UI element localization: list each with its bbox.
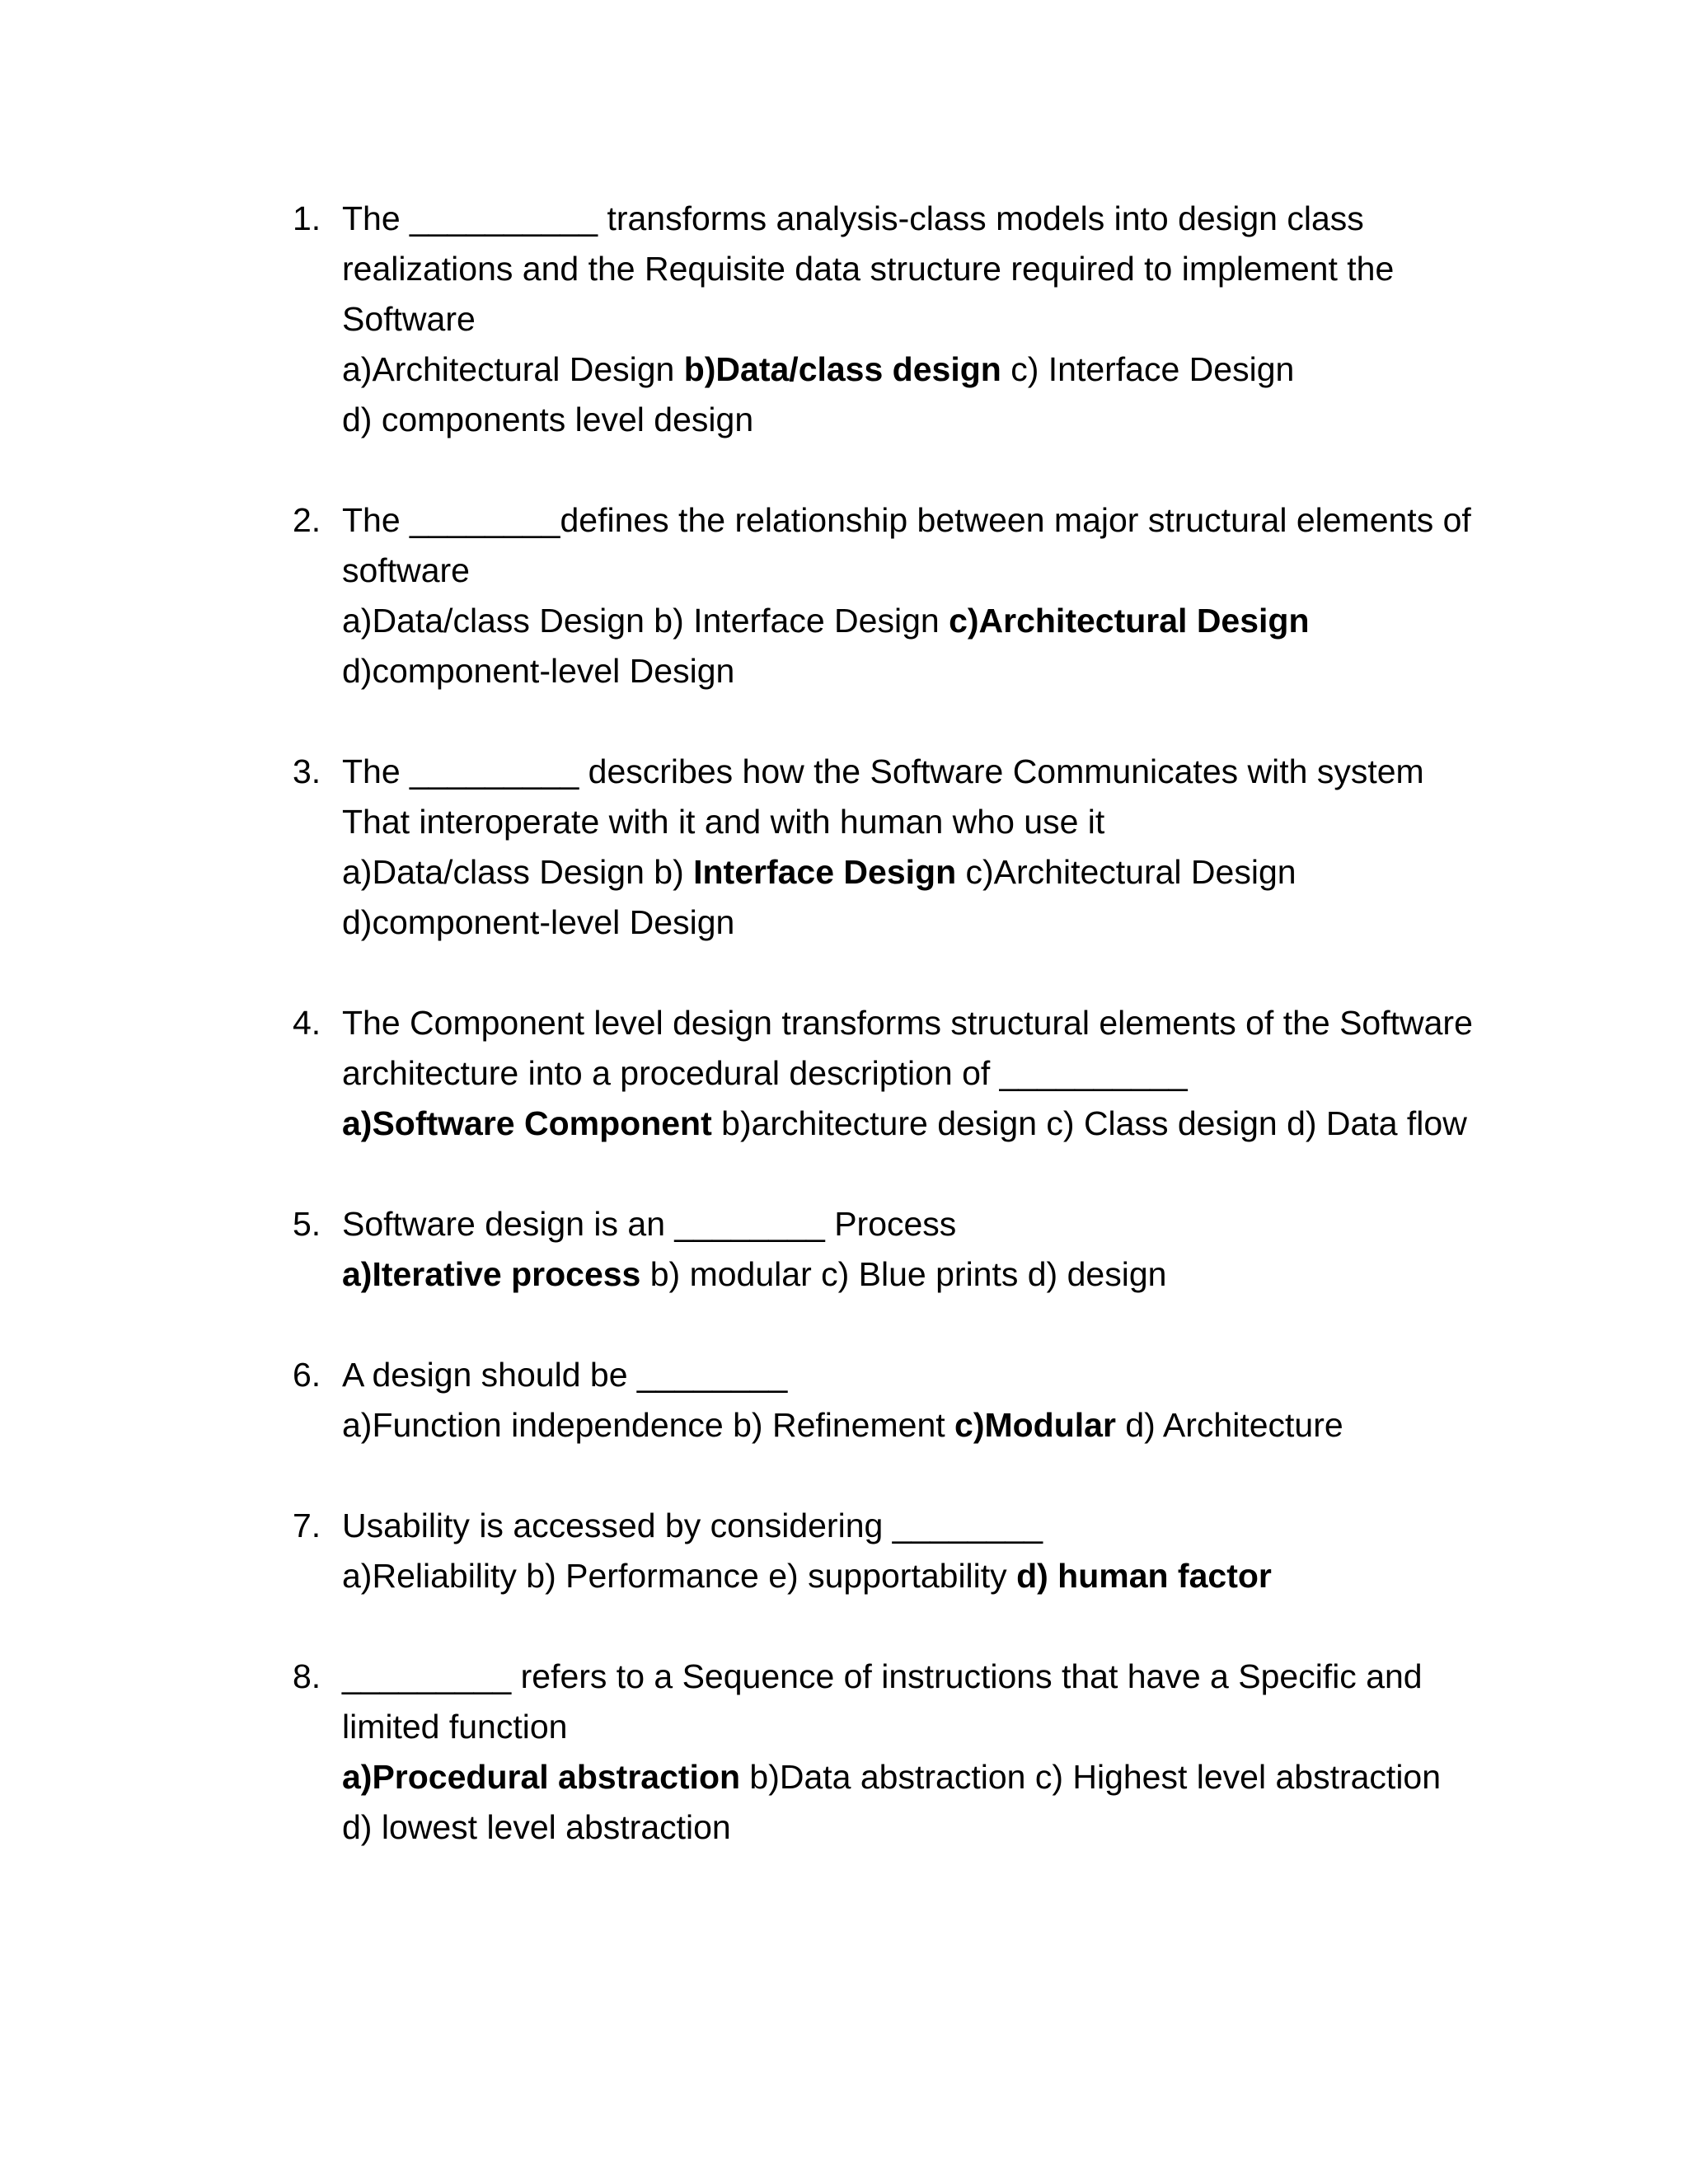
answer-option-text: b) modular c) Blue prints d) design xyxy=(640,1255,1167,1293)
question-number: 5. xyxy=(293,1205,321,1243)
correct-answer: Interface Design xyxy=(693,853,957,891)
answer-options xyxy=(342,847,1479,898)
answer-options xyxy=(342,1752,1479,1802)
answer-option-text: a)Architectural Design xyxy=(342,350,684,388)
correct-answer: a)Iterative process xyxy=(342,1255,641,1293)
question-list xyxy=(293,194,1479,1853)
question-item xyxy=(293,747,1479,948)
answer-option-text: d)component-level Design xyxy=(342,903,735,941)
answer-options xyxy=(342,596,1479,646)
question-item xyxy=(293,1350,1479,1451)
correct-answer: a)Procedural abstraction xyxy=(342,1758,741,1796)
question-stem: Software design is an ________ Process xyxy=(342,1205,957,1243)
question-item xyxy=(293,998,1479,1149)
answer-option-text: d) components level design xyxy=(342,401,754,438)
question-item xyxy=(293,194,1479,445)
answer-options xyxy=(342,1400,1479,1451)
correct-answer: c)Modular xyxy=(954,1406,1116,1444)
answer-options xyxy=(342,1802,1479,1853)
question-stem: The ________defines the relationship between major structural elements of software xyxy=(342,501,1471,589)
answer-option-text: d) Architecture xyxy=(1115,1406,1343,1444)
question-number: 2. xyxy=(293,501,321,539)
answer-option-text: a)Data/class Design b) xyxy=(342,853,694,891)
answer-option-text: a)Function independence b) Refinement xyxy=(342,1406,955,1444)
answer-option-text: b)Data abstraction c) Highest level abstraction xyxy=(740,1758,1442,1796)
question-stem: A design should be ________ xyxy=(342,1356,788,1394)
question-stem: The _________ describes how the Software Communicates with system That interoperate with it and with human who use it xyxy=(342,752,1424,841)
correct-answer: a)Software Component xyxy=(342,1104,712,1142)
question-stem: Usability is accessed by considering ________ xyxy=(342,1507,1043,1544)
correct-answer: d) human factor xyxy=(1016,1557,1272,1595)
answer-options xyxy=(342,1099,1479,1149)
question-number: 4. xyxy=(293,1004,321,1042)
question-item xyxy=(293,1652,1479,1853)
correct-answer: c)Architectural Design xyxy=(949,602,1310,640)
answer-options xyxy=(342,898,1479,948)
answer-option-text: d)component-level Design xyxy=(342,652,735,690)
answer-options xyxy=(342,1249,1479,1300)
question-number: 3. xyxy=(293,752,321,790)
answer-option-text: d) lowest level abstraction xyxy=(342,1808,731,1846)
answer-option-text: b)architecture design c) Class design d) Data flow xyxy=(711,1104,1467,1142)
answer-option-text: c) Interface Design xyxy=(1001,350,1295,388)
question-number: 8. xyxy=(293,1657,321,1695)
question-stem: The Component level design transforms structural elements of the Software architecture into a procedural description of __________ xyxy=(342,1004,1473,1092)
answer-option-text: c)Architectural Design xyxy=(956,853,1296,891)
answer-options xyxy=(342,646,1479,696)
answer-option-text: a)Data/class Design b) Interface Design xyxy=(342,602,950,640)
question-stem: _________ refers to a Sequence of instructions that have a Specific and limited function xyxy=(342,1657,1423,1746)
question-item xyxy=(293,1501,1479,1601)
question-number: 6. xyxy=(293,1356,321,1394)
answer-options xyxy=(342,344,1479,395)
question-number: 7. xyxy=(293,1507,321,1544)
answer-options xyxy=(342,395,1479,445)
answer-options xyxy=(342,1551,1479,1601)
correct-answer: b)Data/class design xyxy=(683,350,1001,388)
question-item xyxy=(293,1199,1479,1300)
question-item xyxy=(293,495,1479,696)
question-number: 1. xyxy=(293,199,321,237)
question-stem: The __________ transforms analysis-class models into design class realizations and the Requisite data structure required to implement the Software xyxy=(342,199,1395,338)
answer-option-text: a)Reliability b) Performance e) supportability xyxy=(342,1557,1017,1595)
